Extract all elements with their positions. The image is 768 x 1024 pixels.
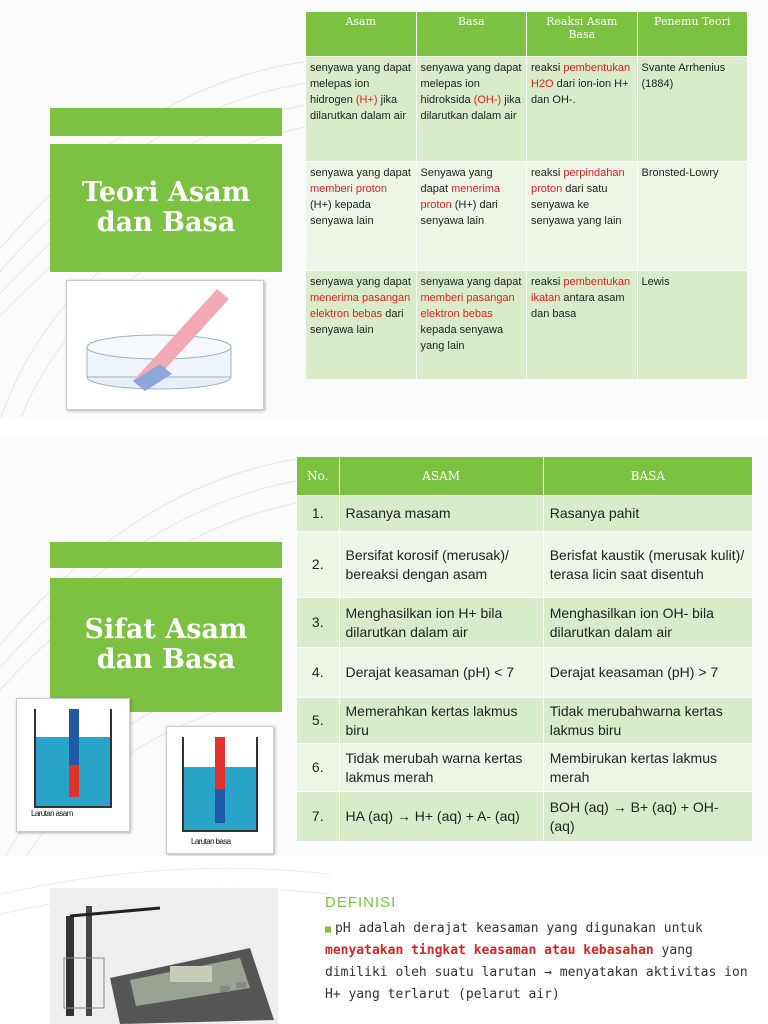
header-basa: Basa [416, 12, 527, 57]
cell-no: 7. [297, 792, 340, 842]
base-beaker-image [166, 726, 274, 854]
acid-beaker-label: Larutan asam [31, 809, 73, 818]
cell-no: 2. [297, 532, 340, 598]
table-row [297, 496, 753, 532]
cell-basa: BOH (aq) → B+ (aq) + OH- (aq) [543, 792, 752, 842]
cell-asam: Tidak merubah warna kertas lakmus merah [339, 744, 543, 792]
definisi-text-highlight: menyatakan tingkat keasaman atau kebasahan [325, 943, 654, 959]
sifat-table [296, 456, 753, 842]
cell-asam: Bersifat korosif (merusak)/ bereaksi dengan asam [339, 532, 543, 598]
definisi-body [325, 918, 755, 1006]
slide-title-box [50, 144, 282, 272]
litmus-dish-image [66, 280, 264, 410]
table-row [297, 698, 753, 744]
cell-reaksi: reaksi pembentukan H2O dari ion-ion H+ dan OH-. [527, 57, 638, 162]
slide-title-line1: Teori Asam [81, 177, 251, 209]
header-asam: Asam [306, 12, 417, 57]
table-row [306, 271, 748, 380]
cell-no: 1. [297, 496, 340, 532]
teori-table [305, 11, 748, 380]
table-row [297, 792, 753, 842]
cell-reaksi: reaksi perpindahan proton dari satu senyawa ke senyawa yang lain [527, 162, 638, 271]
cell-asam: Menghasilkan ion H+ bila dilarutkan dalam air [339, 598, 543, 648]
slide-title-line2: dan Basa [96, 644, 236, 675]
green-accent-strip [50, 542, 282, 568]
cell-no: 5. [297, 698, 340, 744]
cell-asam: Derajat keasaman (pH) < 7 [339, 648, 543, 698]
cell-reaksi: reaksi pembentukan ikatan antara asam dan basa [527, 271, 638, 380]
slide-title-line1: Sifat Asam [84, 614, 248, 646]
cell-asam: senyawa yang dapat menerima pasangan elektron bebas dari senyawa lain [306, 271, 417, 380]
cell-basa: Berisfat kaustik (merusak kulit)/ terasa licin saat disentuh [543, 532, 752, 598]
cell-penemu: Svante Arrhenius (1884) [637, 57, 748, 162]
slide-definisi-ph [0, 864, 768, 1024]
cell-basa: Menghasilkan ion OH- bila dilarutkan dalam air [543, 598, 752, 648]
table-row [306, 162, 748, 271]
cell-asam: Memerahkan kertas lakmus biru [339, 698, 543, 744]
definisi-text-part2: yang dimiliki oleh suatu larutan → menyatakan aktivitas ion H+ yang terlarut (pelarut air) [325, 943, 748, 1003]
slide-title-line2: dan Basa [96, 207, 236, 238]
header-reaksi: Reaksi Asam Basa [527, 12, 638, 57]
ph-meter-photo [50, 888, 278, 1024]
cell-basa: senyawa yang dapat melepas ion hidroksida (OH-) jika dilarutkan dalam air [416, 57, 527, 162]
slide-title-box [50, 578, 282, 712]
slide-teori-asam-basa [0, 0, 768, 418]
table-row [297, 598, 753, 648]
header-no: No. [297, 457, 340, 496]
cell-asam: HA (aq) → H+ (aq) + A- (aq) [339, 792, 543, 842]
table-row [297, 648, 753, 698]
definisi-text-part1: pH adalah derajat keasaman yang digunakan untuk [335, 921, 703, 936]
cell-no: 3. [297, 598, 340, 648]
table-row [297, 744, 753, 792]
cell-asam: Rasanya masam [339, 496, 543, 532]
cell-basa: Membirukan kertas lakmus merah [543, 744, 752, 792]
cell-asam: senyawa yang dapat memberi proton (H+) kepada senyawa lain [306, 162, 417, 271]
header-penemu: Penemu Teori [637, 12, 748, 57]
cell-penemu: Lewis [637, 271, 748, 380]
table-row [306, 57, 748, 162]
base-beaker-label: Larutan basa [191, 837, 231, 846]
cell-asam: senyawa yang dapat melepas ion hidrogen (H+) jika dilarutkan dalam air [306, 57, 417, 162]
ph-meter-illustration [50, 888, 278, 1024]
cell-basa: senyawa yang dapat memberi pasangan elektron bebas kepada senyawa yang lain [416, 271, 527, 380]
cell-basa: Rasanya pahit [543, 496, 752, 532]
bullet-icon: ■ [325, 924, 332, 935]
slide-sifat-asam-basa [0, 436, 768, 856]
litmus-dish-illustration [67, 281, 263, 409]
header-asam: ASAM [339, 457, 543, 496]
table-row [297, 532, 753, 598]
cell-no: 6. [297, 744, 340, 792]
cell-penemu: Bronsted-Lowry [637, 162, 748, 271]
cell-basa: Derajat keasaman (pH) > 7 [543, 648, 752, 698]
acid-beaker-image [16, 698, 130, 832]
green-accent-strip [50, 108, 282, 136]
cell-no: 4. [297, 648, 340, 698]
header-basa: BASA [543, 457, 752, 496]
cell-basa: Tidak merubahwarna kertas lakmus biru [543, 698, 752, 744]
acid-beaker-illustration [17, 699, 129, 811]
definisi-title: DEFINISI [325, 894, 397, 911]
base-beaker-illustration [167, 727, 273, 835]
cell-basa: Senyawa yang dapat menerima proton (H+) dari senyawa lain [416, 162, 527, 271]
